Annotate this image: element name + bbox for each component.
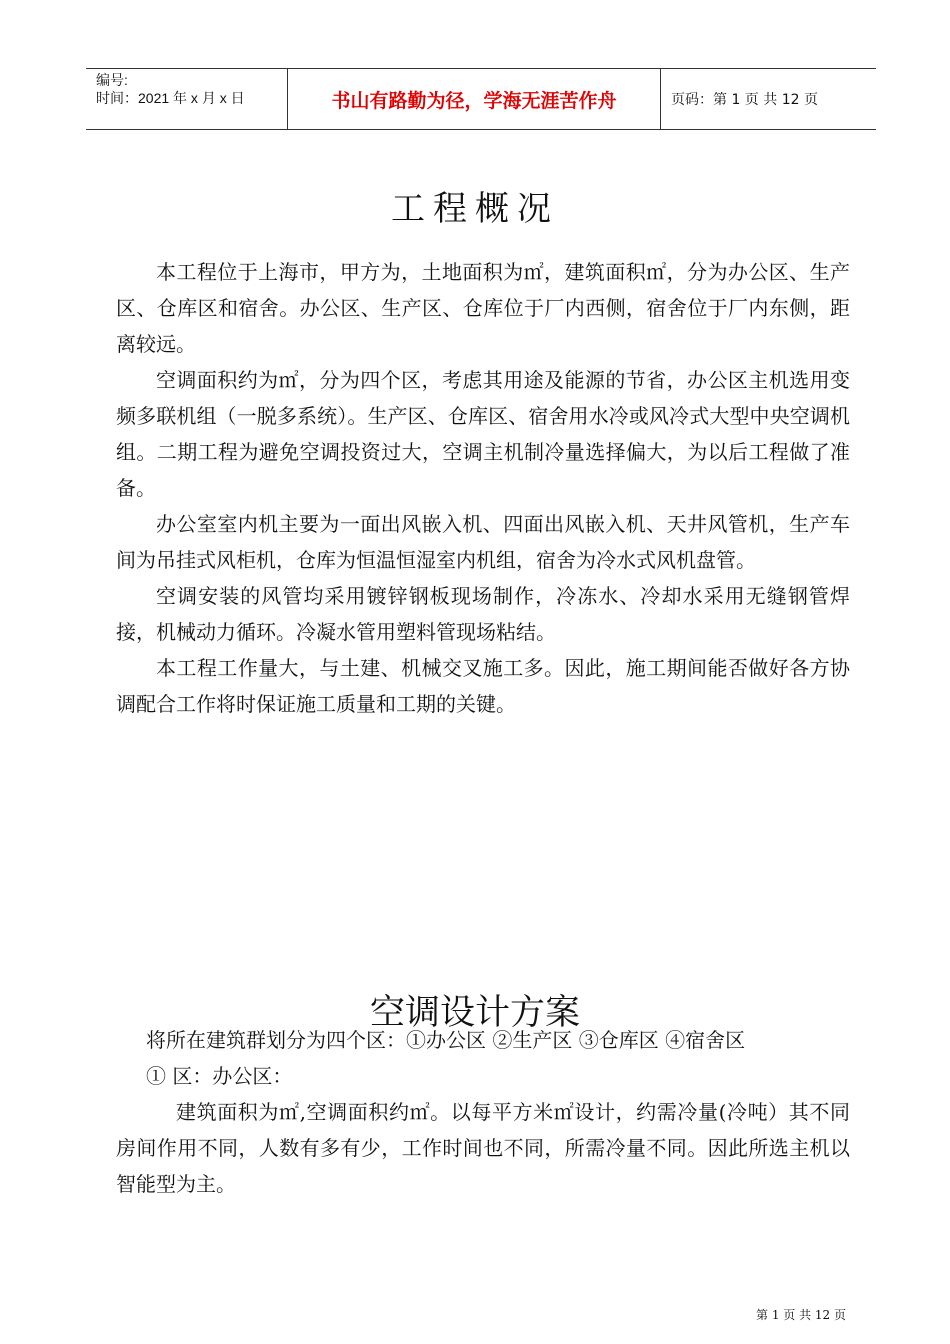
header-page-info: 页码：第 1 页 共 12 页 [671,92,818,108]
overview-paragraph: 本工程位于上海市，甲方为，土地面积为㎡，建筑面积㎡，分为办公区、生产区、仓库区和宿舍。办公区、生产区、仓库位于厂内西侧，宿舍位于厂内东侧，距离较远。 [116,260,850,356]
page-footer: 第 1 页 共 12 页 [756,1308,846,1322]
project-overview-body [116,254,850,722]
ac-design-body [116,1022,850,1202]
document-number-label: 编号: [96,72,128,88]
section-title-project-overview: 工程概况 [391,188,559,229]
section-title-ac-design: 空调设计方案 [369,993,580,1034]
zones-line: 将所在建筑群划分为四个区：①办公区 ②生产区 ③仓库区 ④宿舍区 [146,1028,746,1052]
overview-paragraph: 本工程工作量大，与土建、机械交叉施工多。因此，施工期间能否做好各方协调配合工作将时保证施工质量和工期的关键。 [116,656,850,716]
header-meta [86,69,288,129]
page-header [86,68,876,130]
overview-paragraph: 办公室室内机主要为一面出风嵌入机、四面出风嵌入机、天井风管机，生产车间为吊挂式风柜机，仓库为恒温恒湿室内机组，宿舍为冷水式风机盘管。 [116,512,850,572]
document-time-label: 时间：2021 年 x 月 x 日 [96,90,245,106]
overview-paragraph: 空调面积约为㎡，分为四个区，考虑其用途及能源的节省，办公区主机选用变频多联机组（一脱多系统）。生产区、仓库区、宿舍用水冷或风冷式大型中央空调机组。二期工程为避免空调投资过大，空调主机制冷量选择偏大，为以后工程做了准备。 [116,368,850,500]
zone1-heading: ① 区：办公区： [146,1064,293,1088]
overview-paragraph: 空调安装的风管均采用镀锌钢板现场制作，冷冻水、冷却水采用无缝钢管焊接，机械动力循环。冷凝水管用塑料管现场粘结。 [116,584,850,644]
header-motto: 书山有路勤为径，学海无涯苦作舟 [288,69,661,129]
zone1-paragraph: 建筑面积为㎡,空调面积约㎡。以每平方米㎡设计，约需冷量(冷吨）其不同房间作用不同，人数有多有少，工作时间也不同，所需冷量不同。因此所选主机以智能型为主。 [116,1100,850,1196]
